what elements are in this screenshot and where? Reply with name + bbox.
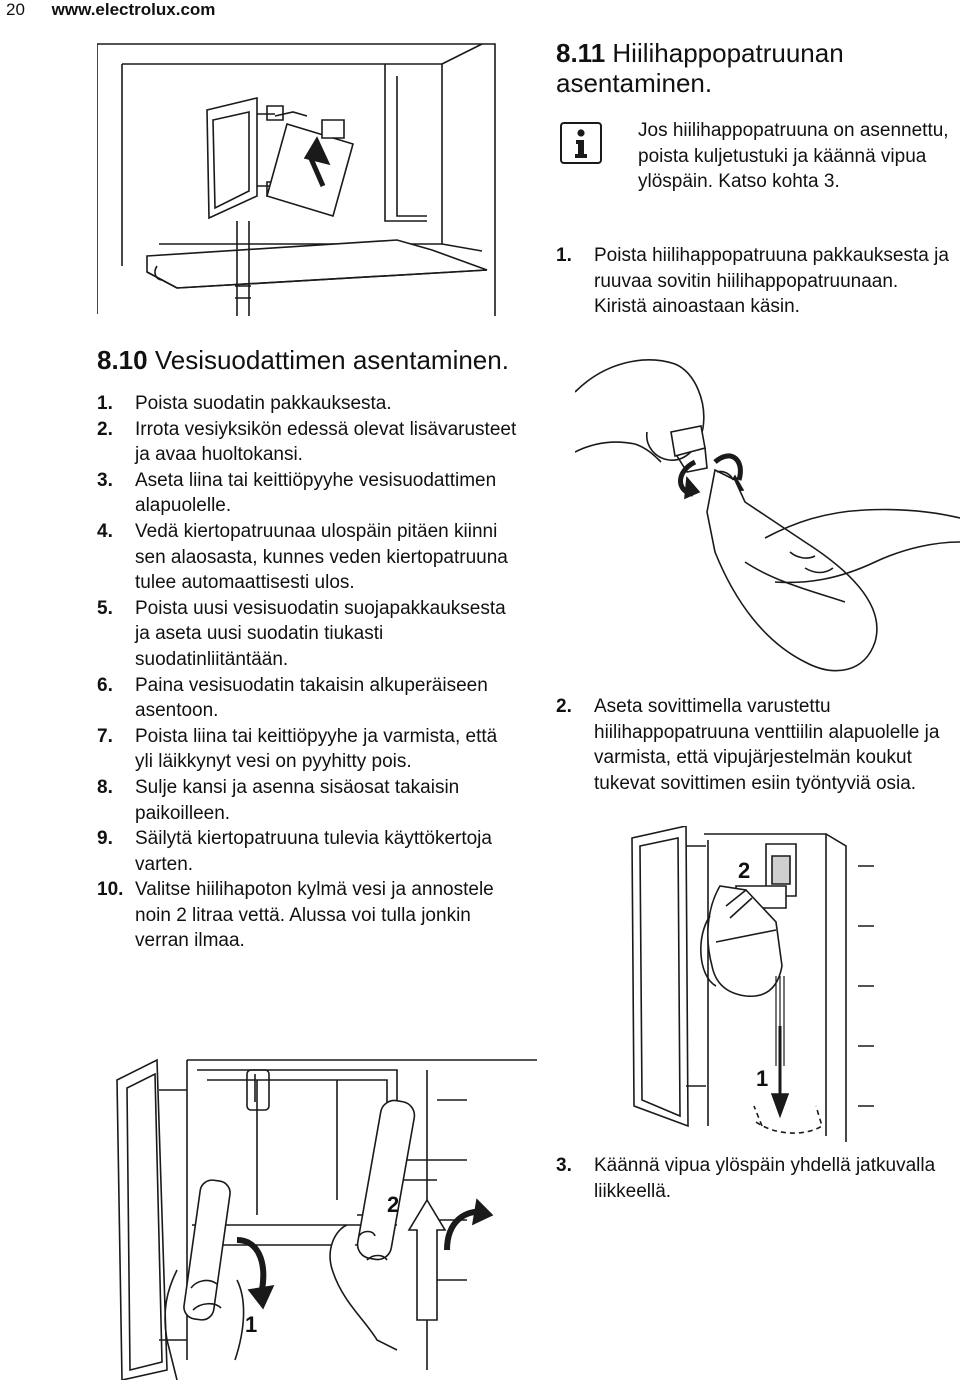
figure-label-1: 1	[245, 1312, 258, 1337]
list-item: 3. Aseta liina tai keittiöpyyhe vesisuodattimen alapuolelle.	[97, 469, 497, 517]
section-title-text: Hiilihappopatruunan asentaminen.	[556, 38, 844, 98]
figure-label-2: 2	[738, 858, 751, 883]
list-item: 8. Sulje kansi ja asenna sisäosat takaisin paikoilleen.	[97, 776, 460, 824]
section-number: 8.11	[556, 38, 606, 68]
figure-label-1: 1	[756, 1066, 769, 1091]
water-filter-steps	[97, 391, 517, 954]
list-item: 5. Poista uusi vesisuodatin suojapakkauksesta ja aseta uusi suodatin tiukasti suodatinliitäntään.	[97, 597, 506, 670]
page-number: 20	[6, 0, 25, 19]
section-title-text: Vesisuodattimen asentaminen.	[147, 345, 509, 375]
website-link[interactable]: www.electrolux.com	[51, 0, 216, 19]
figure-screw-adapter	[575, 352, 960, 682]
list-item: 4. Vedä kiertopatruunaa ulospäin pitäen kiinni sen alaosasta, kunnes veden kiertopatruuna tulee automaattisesti ulos.	[97, 520, 508, 594]
section-water-filter	[97, 345, 517, 954]
list-item: 3. Käännä vipua ylöspäin yhdellä jatkuvalla liikkeellä.	[556, 1155, 936, 1202]
list-item: 2. Irrota vesiyksikön edessä olevat lisävarusteet ja avaa huoltokansi.	[97, 418, 517, 466]
info-note	[556, 118, 956, 195]
list-item: 9. Säilytä kiertopatruuna tulevia käyttökertoja varten.	[97, 828, 492, 875]
co2-steps-c	[556, 1153, 956, 1204]
figure-label-2: 2	[387, 1192, 400, 1217]
page-header	[6, 0, 215, 20]
list-item: 1. Poista suodatin pakkauksesta.	[97, 393, 392, 414]
list-item: 10. Valitse hiilihapoton kylmä vesi ja annostele noin 2 litraa vettä. Alussa voi tulla jonkin verran ilmaa.	[97, 879, 494, 952]
figure-insert-cartridge	[626, 826, 960, 1142]
section-co2-cartridge	[556, 38, 956, 98]
list-item: 1. Poista hiilihappopatruuna pakkauksesta ja ruuvaa sovitin hiilihappopatruunaan. Kiristä ainoastaan käsin.	[556, 245, 949, 318]
list-item: 7. Poista liina tai keittiöpyyhe ja varmista, että yli läikkynyt vesi on pyyhitty pois.	[97, 725, 498, 773]
section-title-co2	[556, 38, 956, 98]
list-item: 2. Aseta sovittimella varustettu hiilihappopatruuna venttiilin alapuolelle ja varmista, että vipujärjestelmän koukut tukevat sovittimen esiin työntyviä osia.	[556, 696, 940, 794]
co2-steps-b	[556, 694, 956, 796]
info-text: Jos hiilihappopatruuna on asennettu, poista kuljetustuki ja käännä vipua ylöspäin. Katso kohta 3.	[638, 120, 949, 193]
section-title-water-filter	[97, 345, 517, 375]
info-icon	[560, 122, 602, 164]
figure-water-unit-open	[97, 36, 497, 316]
figure-filter-replacement	[97, 1040, 537, 1380]
list-item: 6. Paina vesisuodatin takaisin alkuperäiseen asentoon.	[97, 674, 488, 722]
co2-steps-a	[556, 243, 956, 320]
section-number: 8.10	[97, 345, 148, 375]
